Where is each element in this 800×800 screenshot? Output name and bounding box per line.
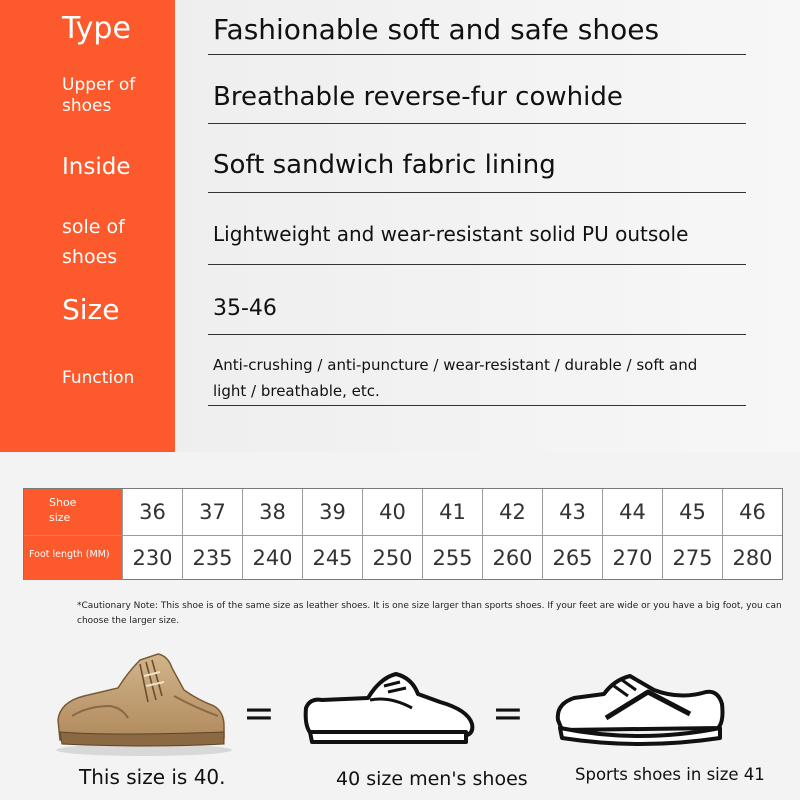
spec-value-upper: Breathable reverse-fur cowhide	[213, 82, 623, 112]
spec-divider	[208, 264, 746, 265]
foot-length-cell: 255	[422, 536, 482, 580]
row-header-foot-length	[24, 536, 122, 580]
shoe-size-row	[122, 489, 782, 535]
spec-label-type: Type	[62, 11, 131, 46]
spec-value-inside: Soft sandwich fabric lining	[213, 150, 556, 180]
spec-divider	[208, 192, 746, 193]
caption-dress-shoe: 40 size men's shoes	[336, 768, 528, 790]
equals-sign: =	[492, 691, 524, 735]
shoe-size-cell: 39	[302, 489, 362, 535]
cautionary-note: *Cautionary Note: This shoe is of the same size as leather shoes. It is one size larger than sports shoes. If your feet are wide or you have a big foot, you can choose the larger size.	[77, 601, 782, 626]
spec-divider	[208, 334, 746, 335]
shoe-size-cell: 38	[242, 489, 302, 535]
row-header-shoe-size	[24, 489, 122, 535]
shoe-size-cell: 46	[722, 489, 782, 535]
spec-label-upper: Upper of shoes	[62, 75, 136, 117]
equals-sign: =	[243, 691, 275, 735]
spec-value-sole: Lightweight and wear-resistant solid PU outsole	[213, 222, 689, 246]
sneaker-icon	[550, 664, 728, 754]
dress-shoe-icon	[300, 668, 480, 752]
shoe-size-cell: 45	[662, 489, 722, 535]
spec-label-inside: Inside	[62, 154, 131, 180]
work-boot-image	[48, 646, 238, 758]
foot-length-cell: 230	[122, 536, 182, 580]
foot-length-cell: 260	[482, 536, 542, 580]
foot-length-cell: 245	[302, 536, 362, 580]
shoe-size-cell: 44	[602, 489, 662, 535]
caption-sneaker: Sports shoes in size 41	[575, 765, 765, 784]
shoe-size-cell: 43	[542, 489, 602, 535]
foot-length-label: Foot length (MM)	[29, 549, 110, 560]
spec-value-size: 35-46	[213, 296, 277, 321]
spec-label-sole: sole of shoes	[62, 216, 125, 268]
size-chart-table	[23, 488, 783, 580]
foot-length-cell: 275	[662, 536, 722, 580]
shoe-size-label: Shoe size	[49, 496, 77, 524]
spec-divider	[208, 123, 746, 124]
shoe-size-cell: 41	[422, 489, 482, 535]
shoe-size-cell: 42	[482, 489, 542, 535]
spec-label-function: Function	[62, 368, 135, 388]
spec-divider	[208, 54, 746, 55]
spec-value-type: Fashionable soft and safe shoes	[213, 13, 660, 46]
foot-length-cell: 235	[182, 536, 242, 580]
caption-work-boot: This size is 40.	[79, 765, 226, 789]
shoe-size-cell: 36	[122, 489, 182, 535]
spec-value-function: Anti-crushing / anti-puncture / wear-resistant / durable / soft and light / breathable, etc.	[213, 356, 698, 400]
foot-length-cell: 265	[542, 536, 602, 580]
foot-length-row	[122, 536, 782, 580]
foot-length-cell: 250	[362, 536, 422, 580]
shoe-size-cell: 37	[182, 489, 242, 535]
spec-label-size: Size	[62, 293, 120, 326]
foot-length-cell: 240	[242, 536, 302, 580]
shoe-size-cell: 40	[362, 489, 422, 535]
foot-length-cell: 270	[602, 536, 662, 580]
foot-length-cell: 280	[722, 536, 782, 580]
spec-divider	[208, 405, 746, 406]
